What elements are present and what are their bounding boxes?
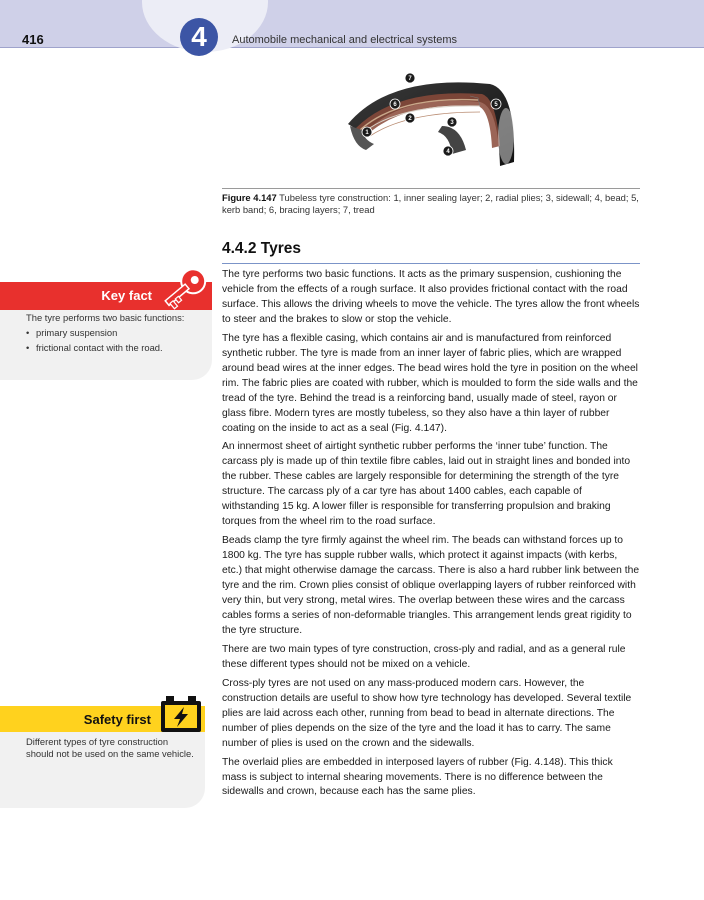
callout-4: 4 [446, 149, 450, 155]
key-fact-title: Key fact [101, 288, 152, 303]
callout-6: 6 [393, 102, 397, 108]
body-paragraph: The tyre performs two basic functions. It acts as the primary suspension, cushioning the vehicle from the effects of a rough surface. It also provides frictional contact with the road surface. This allows the driving wheels to move the vehicle. The tyres allow the front wheels to steer and the brakes to slow or stop the vehicle. [222, 269, 640, 325]
figure-caption-text: Tubeless tyre construction: 1, inner sealing layer; 2, radial plies; 3, sidewall; 4, bead; 5, kerb band; 6, bracing layers; 7, tread [222, 192, 639, 215]
key-fact-list [26, 327, 198, 354]
key-fact-item: • primary suspension [26, 327, 198, 339]
section-heading: 4.4.2 Tyres [222, 240, 640, 264]
safety-first-title: Safety first [83, 712, 151, 727]
figure-caption [222, 188, 640, 216]
body-text [222, 268, 640, 804]
callout-5: 5 [494, 102, 498, 108]
running-title: Automobile mechanical and electrical systems [232, 34, 457, 46]
tyre-cutaway-illustration [330, 66, 530, 178]
body-paragraph: The overlaid plies are embedded in interposed layers of rubber (Fig. 4.148). This thick mass is subject to internal shearing movements. There is no difference between the sidewalls and crown, because each has the same plies. [222, 756, 613, 798]
body-paragraph: The tyre has a flexible casing, which contains air and is manufactured from reinforced synthetic rubber. The tyre is made from an inner layer of fabric plies, which are wrapped around bead wires at the inner edges. The bead wires hold the tyre in position on the wheel rim. The fabric plies are coated with rubber, which is moulded to form the side walls and the tread of the tyre. Behind the tread is a reinforcing band, usually made of steel, rayon or glass fibre. Modern tyres are mostly tubeless, so they also have a thin layer of rubber coating on the inside to act as a seal (Fig. 4.147). [222, 332, 638, 434]
tyre-cutaway-figure [330, 66, 530, 178]
safety-first-box [0, 706, 205, 808]
callout-1: 1 [365, 130, 369, 136]
body-paragraph: There are two main types of tyre construction, cross-ply and radial, and as a general rule these different types should not be mixed on a vehicle. [222, 643, 626, 670]
safety-first-text: Different types of tyre construction should not be used on the same vehicle. [26, 736, 194, 759]
battery-bolt-icon [158, 694, 204, 734]
key-fact-box [0, 282, 212, 380]
figure-label: Figure 4.147 [222, 192, 277, 203]
callout-3: 3 [450, 120, 454, 126]
callout-2: 2 [408, 116, 412, 122]
body-paragraph: An innermost sheet of airtight synthetic rubber performs the ‘inner tube’ function. The carcass ply is made up of thin textile fibre cables, laid out in straight lines and bonded into the rubber. These cables are largely responsible for determining the strength of the tyre structure. The carcass ply of a car tyre has about 1400 cables, each capable of withstanding 15 kg. A lower filler is responsible for transferring propulsion and braking torques from the wheel rim to the road surface. [222, 441, 631, 528]
header-divider [0, 47, 704, 48]
key-icon [156, 264, 212, 314]
body-paragraph: Cross-ply tyres are not used on any mass-produced modern cars. However, the construction details are useful to show how tyre technology has developed. Several textile plies are laid across each other, running from bead to bead in alternate directions. The number of plies depends on the size of the tyre and the load it has to carry. The same number of plies is used on the crown and the sidewalls. [222, 677, 632, 749]
page-number: 416 [22, 32, 44, 47]
key-fact-body [26, 312, 198, 357]
chapter-number-badge: 4 [180, 18, 218, 56]
callout-7: 7 [408, 76, 412, 82]
key-fact-intro: The tyre performs two basic functions: [26, 312, 185, 323]
key-fact-item: • frictional contact with the road. [26, 342, 198, 354]
body-paragraph: Beads clamp the tyre firmly against the wheel rim. The beads can withstand forces up to 1800 kg. The tyre has supple rubber walls, which protect it against impacts (with kerbs, etc.) that might otherwise damage the carcass. There is also a hard rubber link between the tyre and the rim. Crown plies consist of oblique overlapping layers of rubber reinforced with very thin, but very strong, metal wires. The overlap between these wires and the carcass cables forms a series of non-deformable triangles. This arrangement lends great rigidity to the tyre structure. [222, 535, 640, 636]
